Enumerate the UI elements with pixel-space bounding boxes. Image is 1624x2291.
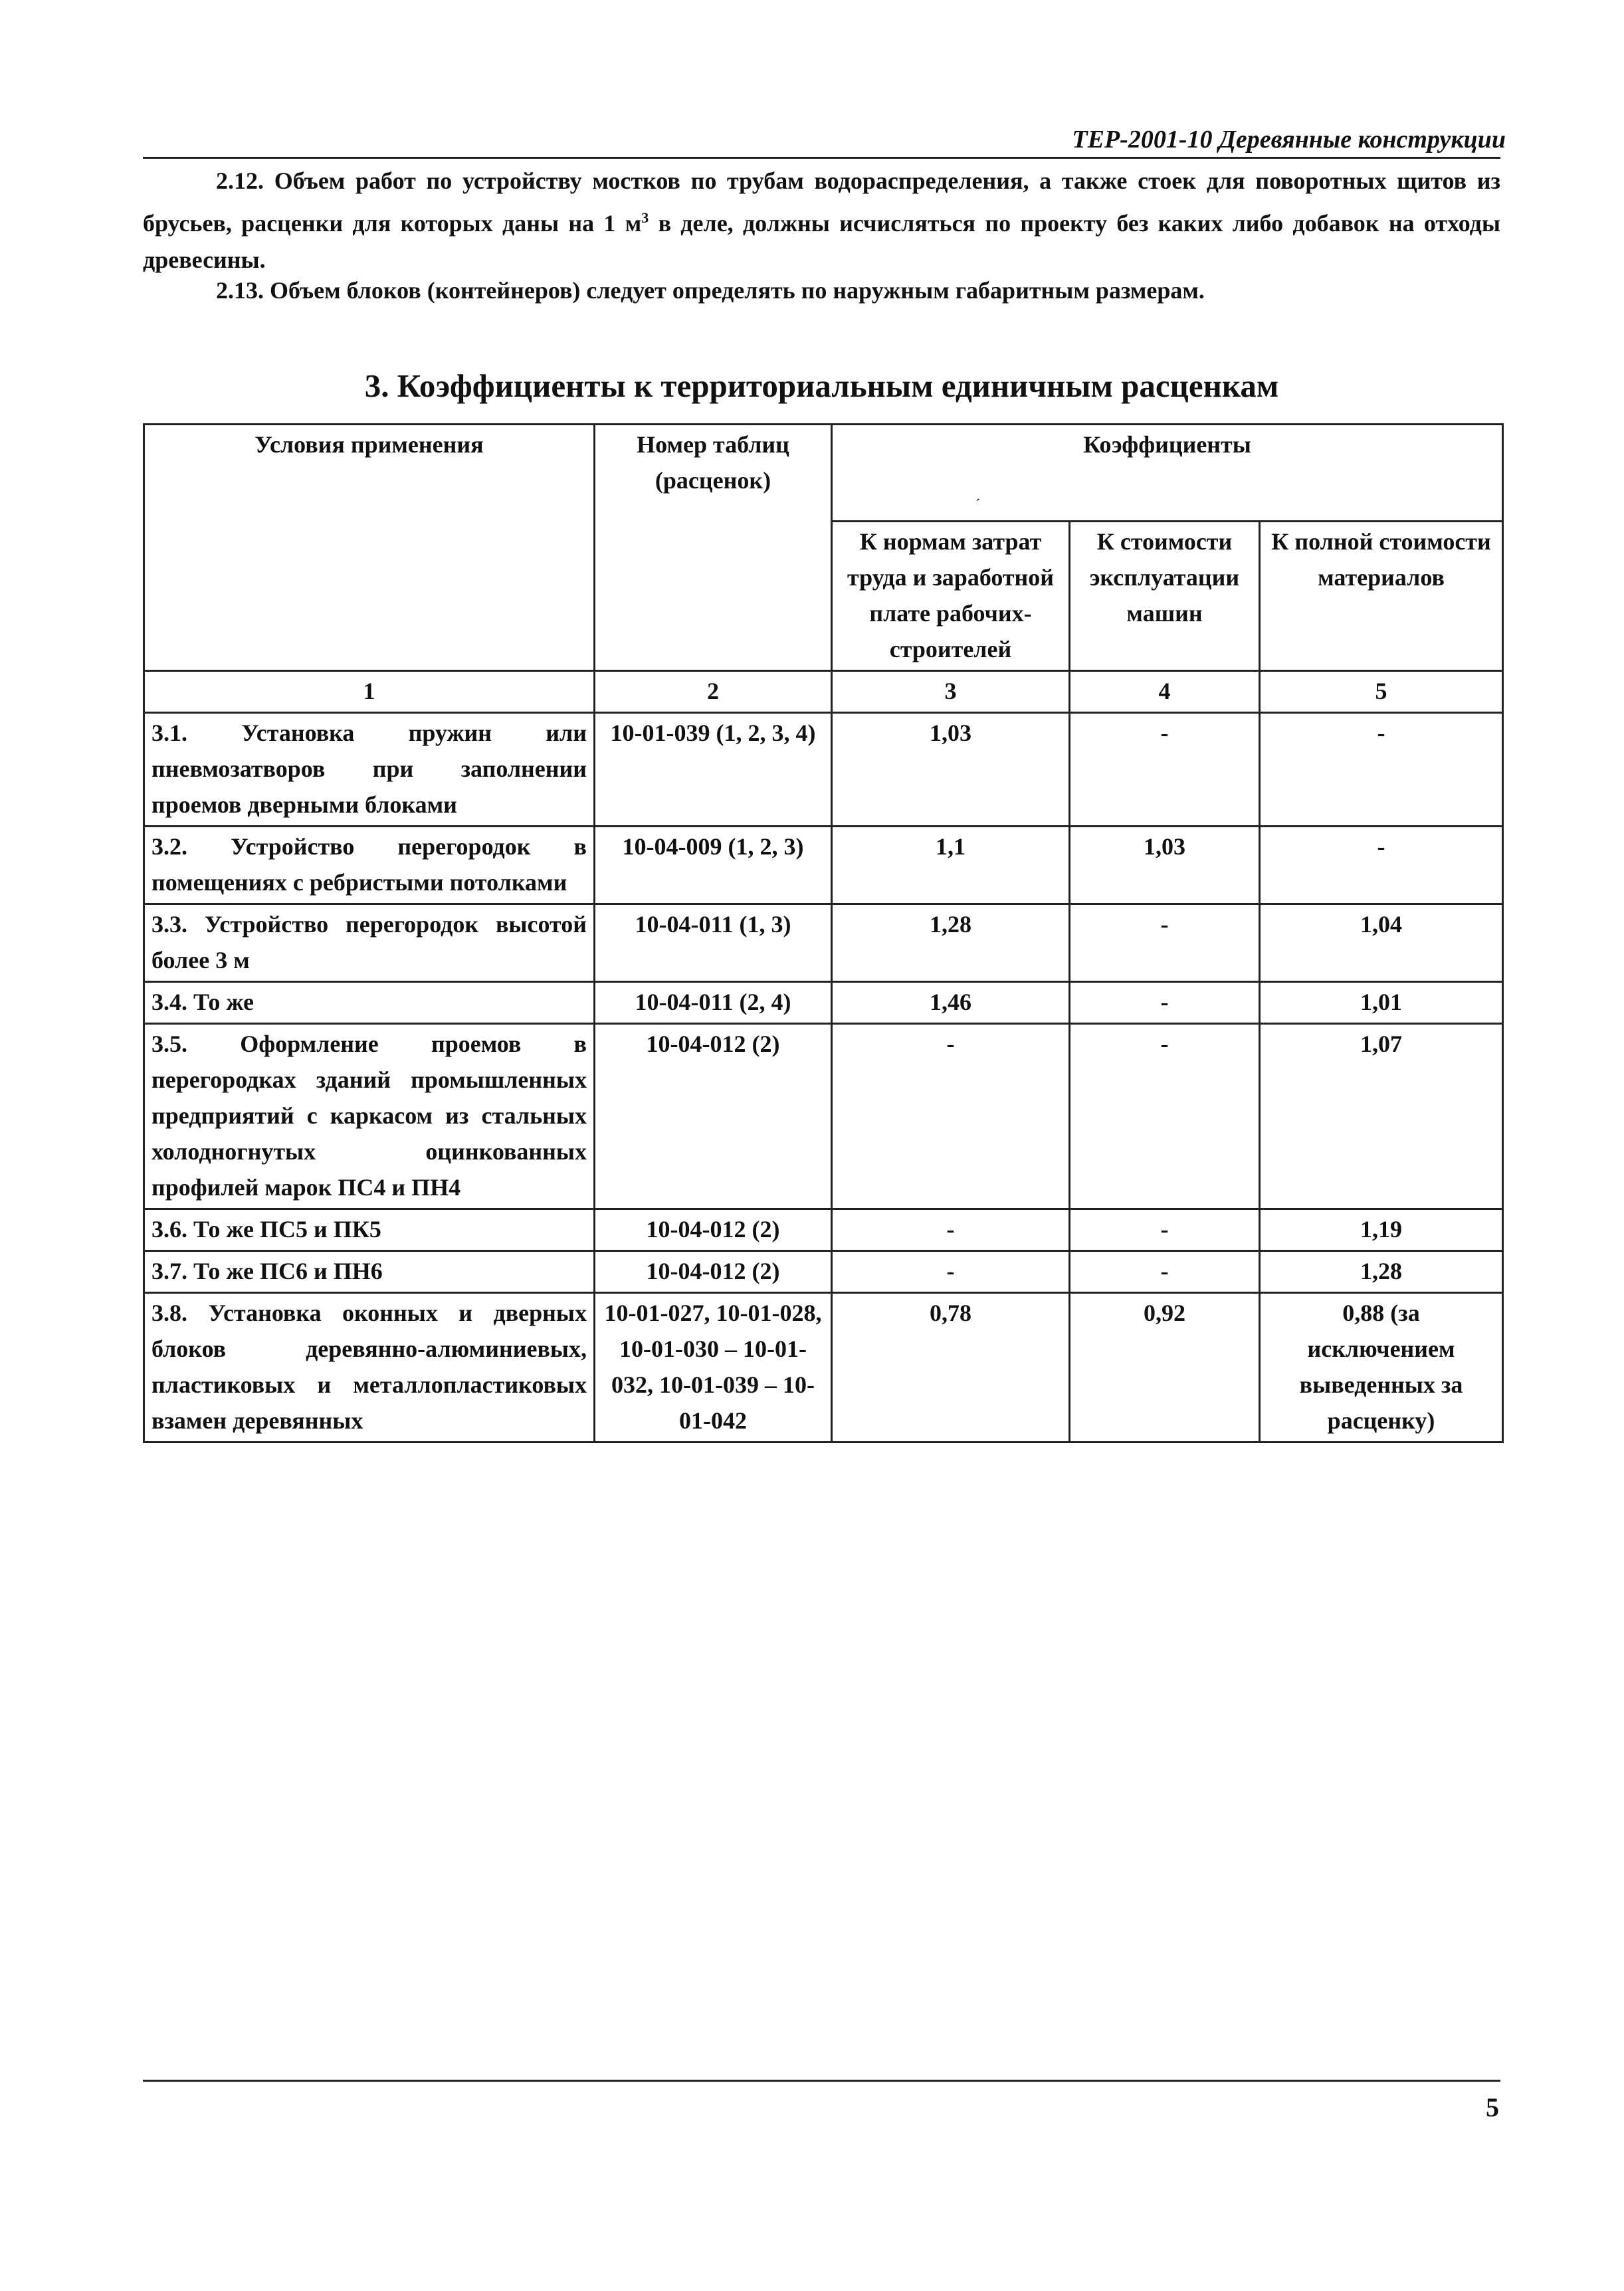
column-number: 4	[1070, 671, 1260, 713]
machines-coefficient-cell: -	[1070, 1251, 1260, 1293]
table-row	[144, 1209, 1503, 1251]
labor-coefficient-cell: 1,46	[832, 982, 1070, 1024]
machines-coefficient-cell: -	[1070, 904, 1260, 982]
column-number: 3	[832, 671, 1070, 713]
materials-coefficient-cell: 1,19	[1260, 1209, 1503, 1251]
labor-coefficient-cell: 1,03	[832, 713, 1070, 827]
header-materials: К полной стоимости материалов	[1260, 522, 1503, 671]
header-labor: К нормам затрат труда и заработной плате рабочих-строителей	[832, 522, 1070, 671]
machines-coefficient-cell: -	[1070, 713, 1260, 827]
labor-coefficient-cell: -	[832, 1024, 1070, 1209]
machines-coefficient-cell: 0,92	[1070, 1293, 1260, 1443]
table-numbers-cell: 10-04-012 (2)	[595, 1209, 832, 1251]
labor-coefficient-cell: 1,28	[832, 904, 1070, 982]
materials-coefficient-cell: 1,04	[1260, 904, 1503, 982]
machines-coefficient-cell: -	[1070, 1024, 1260, 1209]
header-row-top	[144, 425, 1503, 522]
materials-coefficient-cell: 0,88 (за исключением выведенных за расценку)	[1260, 1293, 1503, 1443]
materials-coefficient-cell: 1,07	[1260, 1024, 1503, 1209]
table-row	[144, 1251, 1503, 1293]
paragraph-2-12-text-start: 2.12. Объем работ по устройству мостков по трубам водораспределения, а также стоек для поворотных щитов из брусьев, расценки для которых даны на 1 м	[143, 167, 1500, 237]
section-title: 3. Коэффициенты к территориальным единичным расценкам	[364, 367, 1279, 404]
condition-cell: 3.7. То же ПС6 и ПН6	[144, 1251, 595, 1293]
condition-cell: 3.1. Установка пружин или пневмозатворов при заполнении проемов дверными блоками	[144, 713, 595, 827]
table-numbers-cell: 10-04-012 (2)	[595, 1251, 832, 1293]
running-header-title: ТЕР-2001-10 Деревянные конструкции	[1072, 126, 1506, 153]
condition-cell: 3.6. То же ПС5 и ПК5	[144, 1209, 595, 1251]
table-row	[144, 827, 1503, 904]
condition-cell: 3.5. Оформление проемов в перегородках зданий промышленных предприятий с каркасом из стальных холодногнутых оцинкованных профилей марок ПС4 и ПН4	[144, 1024, 595, 1209]
table-numbers-cell: 10-01-039 (1, 2, 3, 4)	[595, 713, 832, 827]
column-number-row	[144, 671, 1503, 713]
header-rule	[143, 157, 1500, 159]
materials-coefficient-cell: -	[1260, 827, 1503, 904]
labor-coefficient-cell: 0,78	[832, 1293, 1070, 1443]
machines-coefficient-cell: -	[1070, 1209, 1260, 1251]
table-numbers-cell: 10-04-011 (2, 4)	[595, 982, 832, 1024]
scan-speck: ´	[975, 496, 981, 512]
table-numbers-cell: 10-04-009 (1, 2, 3)	[595, 827, 832, 904]
page-number: 5	[1486, 2092, 1499, 2122]
paragraph-2-13	[143, 272, 1500, 309]
cubic-superscript: 3	[641, 209, 649, 226]
table-numbers-cell: 10-01-027, 10-01-028, 10-01-030 – 10-01-032, 10-01-039 – 10-01-042	[595, 1293, 832, 1443]
table-row	[144, 982, 1503, 1024]
footer-rule	[143, 2080, 1500, 2082]
coefficients-table	[143, 423, 1504, 1443]
paragraph-2-13-text: 2.13. Объем блоков (контейнеров) следует определять по наружным габаритным размерам.	[216, 277, 1205, 304]
materials-coefficient-cell: 1,28	[1260, 1251, 1503, 1293]
column-number: 1	[144, 671, 595, 713]
condition-cell: 3.2. Устройство перегородок в помещениях с ребристыми потолками	[144, 827, 595, 904]
condition-cell: 3.4. То же	[144, 982, 595, 1024]
condition-cell: 3.8. Установка оконных и дверных блоков деревянно-алюминиевых, пластиковых и металлопластиковых взамен деревянных	[144, 1293, 595, 1443]
table-row	[144, 1293, 1503, 1443]
materials-coefficient-cell: -	[1260, 713, 1503, 827]
header-coefficients: Коэффициенты	[832, 425, 1503, 522]
table-row	[144, 1024, 1503, 1209]
condition-cell: 3.3. Устройство перегородок высотой более 3 м	[144, 904, 595, 982]
header-table-numbers: Номер таблиц (расценок)	[595, 425, 832, 671]
table-numbers-cell: 10-04-011 (1, 3)	[595, 904, 832, 982]
paragraph-2-12	[143, 163, 1500, 278]
table-numbers-cell: 10-04-012 (2)	[595, 1024, 832, 1209]
column-number: 5	[1260, 671, 1503, 713]
labor-coefficient-cell: -	[832, 1209, 1070, 1251]
table-row	[144, 904, 1503, 982]
table-row	[144, 713, 1503, 827]
labor-coefficient-cell: 1,1	[832, 827, 1070, 904]
machines-coefficient-cell: 1,03	[1070, 827, 1260, 904]
column-number: 2	[595, 671, 832, 713]
machines-coefficient-cell: -	[1070, 982, 1260, 1024]
materials-coefficient-cell: 1,01	[1260, 982, 1503, 1024]
header-machines: К стоимости эксплуатации машин	[1070, 522, 1260, 671]
header-conditions: Условия применения	[144, 425, 595, 671]
paragraph-2-12-text-end: в деле, должны исчисляться по проекту без каких либо добавок на отходы древесины.	[143, 210, 1500, 273]
labor-coefficient-cell: -	[832, 1251, 1070, 1293]
